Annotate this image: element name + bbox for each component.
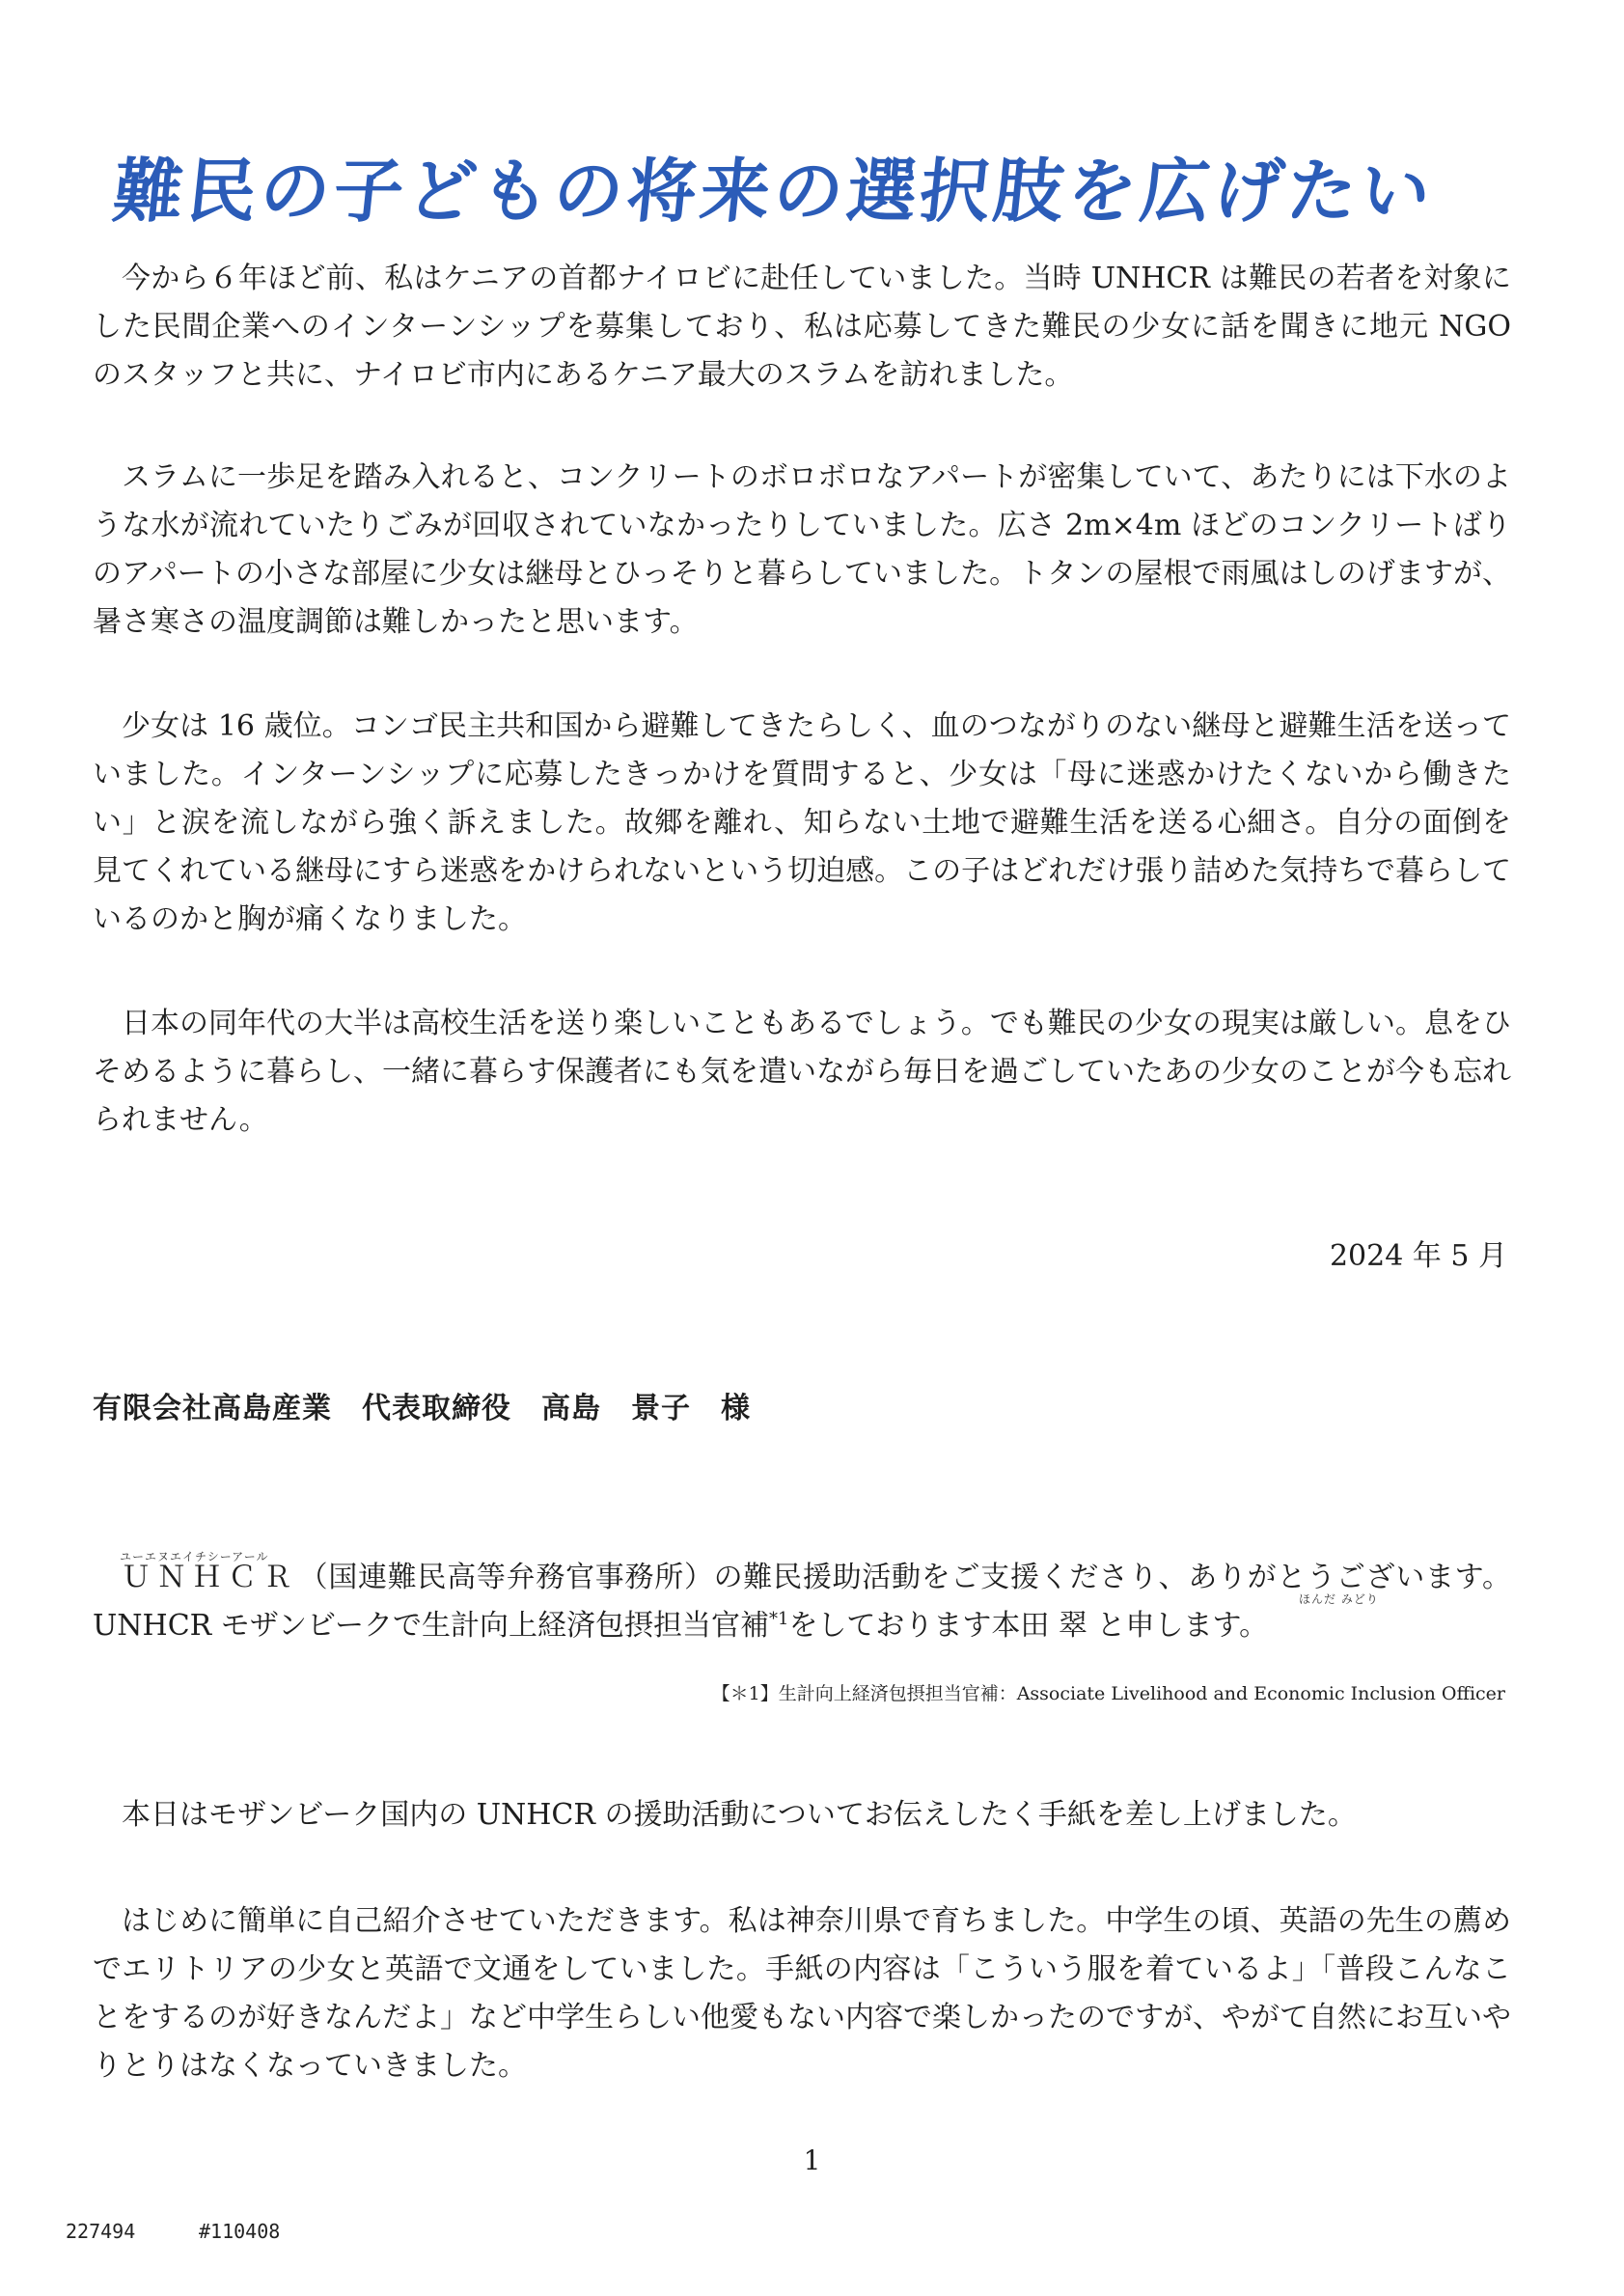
story-paragraph-2: スラムに一歩足を踏み入れると、コンクリートのボロボロなアパートが密集していて、あたりには下水のような水が流れていたりごみが回収されていなかったりしていました。広さ 2m×4m ほどのコンクリートばりのアパートの小さな部屋に少女は継母とひっそりと暮らしていました。トタンの屋根で雨風はしのげますが、暑さ寒さの温度調節は難しかったと思います。	[93, 460, 1511, 639]
story-paragraph-4: 日本の同年代の大半は高校生活を送り楽しいこともあるでしょう。でも難民の少女の現実は厳しい。息をひそめるように暮らし、一緒に暮らす保護者にも気を遣いながら毎日を過ごしていたあの少女のことが今も忘れられません。	[93, 1007, 1511, 1137]
letter-date: 2024 年 5 月	[1329, 1239, 1507, 1273]
unhcr-spaced: ＵＮＨＣＲ	[122, 1561, 299, 1594]
story-paragraph-1: 今から６年ほど前、私はケニアの首都ナイロビに赴任していました。当時 UNHCR は難民の若者を対象にした民間企業へのインターンシップを募集しており、私は応募してきた難民の少女に話を聞きに地元 NGO のスタッフと共に、ナイロビ市内にあるケニア最大のスラムを訪れました。	[93, 262, 1511, 392]
intro-text-1: （国連難民高等弁務官事務所）の難民援助活動をご支援くださり、ありがとうございます。UNHCR モザンビークで生計向上経済包摂担当官補	[93, 1561, 1511, 1643]
letter-paragraph-1: 本日はモザンビーク国内の UNHCR の援助活動についてお伝えしたく手紙を差し上げました。	[122, 1798, 1357, 1832]
page-number: 1	[803, 2144, 821, 2176]
intro-text-2: をしております本田 翠 と申します。	[788, 1609, 1269, 1643]
ruby-author-name: ほんだ みどり	[1299, 1592, 1379, 1606]
recipient-line: 有限会社高島産業 代表取締役 高島 景子 様	[93, 1392, 751, 1425]
document-code-left: 227494	[66, 2220, 136, 2243]
letter-paragraph-2: はじめに簡単に自己紹介させていただきます。私は神奈川県で育ちました。中学生の頃、英語の先生の薦めでエリトリアの少女と英語で文通をしていました。手紙の内容は「こういう服を着ているよ」「普段こんなことをするのが好きなんだよ」など中学生らしい他愛もない内容で楽しかったのですが、やがて自然にお互いやりとりはなくなっていきました。	[93, 1904, 1511, 2083]
footnote: 【＊1】生計向上経済包摂担当官補：Associate Livelihood and Economic Inclusion Officer	[711, 1683, 1505, 1704]
footnote-marker: *1	[768, 1609, 789, 1629]
story-paragraph-3: 少女は 16 歳位。コンゴ民主共和国から避難してきたらしく、血のつながりのない継母と避難生活を送っていました。インターンシップに応募したきっかけを質問すると、少女は「母に迷惑かけたくないから働きたい」と涙を流しながら強く訴えました。故郷を離れ、知らない土地で避難生活を送る心細さ。自分の面倒を見てくれている継母にすら迷惑をかけられないという切迫感。この子はどれだけ張り詰めた気持ちで暮らしているのかと胸が痛くなりました。	[93, 709, 1511, 936]
document-code-right: #110408	[199, 2220, 281, 2243]
headline: 難民の子どもの将来の選択肢を広げたい	[109, 151, 1439, 233]
letter-intro	[93, 1533, 1511, 1650]
ruby-unhcr: ユーエヌエイチシーアール	[120, 1550, 269, 1563]
